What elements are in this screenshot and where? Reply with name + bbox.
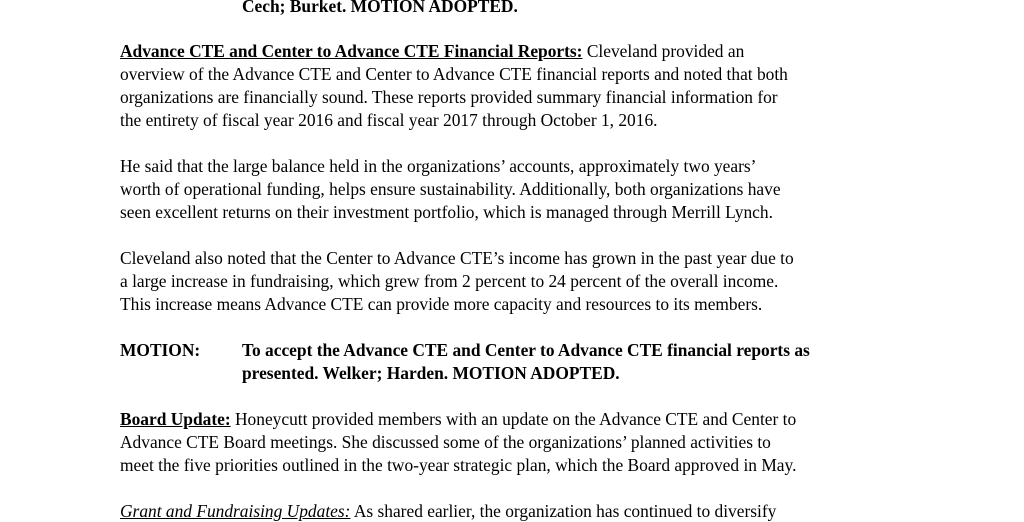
grant-update-text: As shared earlier, the organization has continued to diversify xyxy=(350,501,777,521)
paragraph-line: meet the five priorities outlined in the two-year strategic plan, which the Board approved in May. xyxy=(120,455,797,475)
paragraph-line: the entirety of fiscal year 2016 and fiscal year 2017 through October 1, 2016. xyxy=(120,110,658,130)
motion-text: presented. Welker; Harden. MOTION ADOPTED. xyxy=(242,363,620,383)
paragraph-line: seen excellent returns on their investment portfolio, which is managed through Merrill Lynch. xyxy=(120,202,773,222)
board-update-heading: Board Update: xyxy=(120,409,231,429)
board-update-text: Honeycutt provided members with an update on the Advance CTE and Center to xyxy=(230,409,797,429)
paragraph-line: a large increase in fundraising, which grew from 2 percent to 24 percent of the overall income. xyxy=(120,271,779,291)
paragraph-line: organizations are financially sound. These reports provided summary financial information for xyxy=(120,87,778,107)
financial-reports-heading: Advance CTE and Center to Advance CTE Financial Reports: xyxy=(120,41,583,61)
paragraph-line: Advance CTE Board meetings. She discussed some of the organizations’ planned activities to xyxy=(120,432,771,452)
board-update-line xyxy=(120,408,796,430)
paragraph-line: worth of operational funding, helps ensure sustainability. Additionally, both organizations have xyxy=(120,179,781,199)
grant-update-line xyxy=(120,500,776,522)
paragraph-line: He said that the large balance held in the organizations’ accounts, approximately two years’ xyxy=(120,156,757,176)
motion-text: To accept the Advance CTE and Center to Advance CTE financial reports as xyxy=(242,340,810,360)
grant-update-heading: Grant and Fundraising Updates: xyxy=(120,501,351,521)
financial-reports-text: Cleveland provided an xyxy=(582,41,745,61)
paragraph-line: Cleveland also noted that the Center to Advance CTE’s income has grown in the past year due to xyxy=(120,248,794,268)
paragraph-line: overview of the Advance CTE and Center to Advance CTE financial reports and noted that both xyxy=(120,64,788,84)
motion-continuation: Cech; Burket. MOTION ADOPTED. xyxy=(242,0,518,16)
motion-label: MOTION: xyxy=(120,340,201,360)
paragraph-line: This increase means Advance CTE can provide more capacity and resources to its members. xyxy=(120,294,763,314)
financial-reports-heading-line xyxy=(120,40,744,62)
